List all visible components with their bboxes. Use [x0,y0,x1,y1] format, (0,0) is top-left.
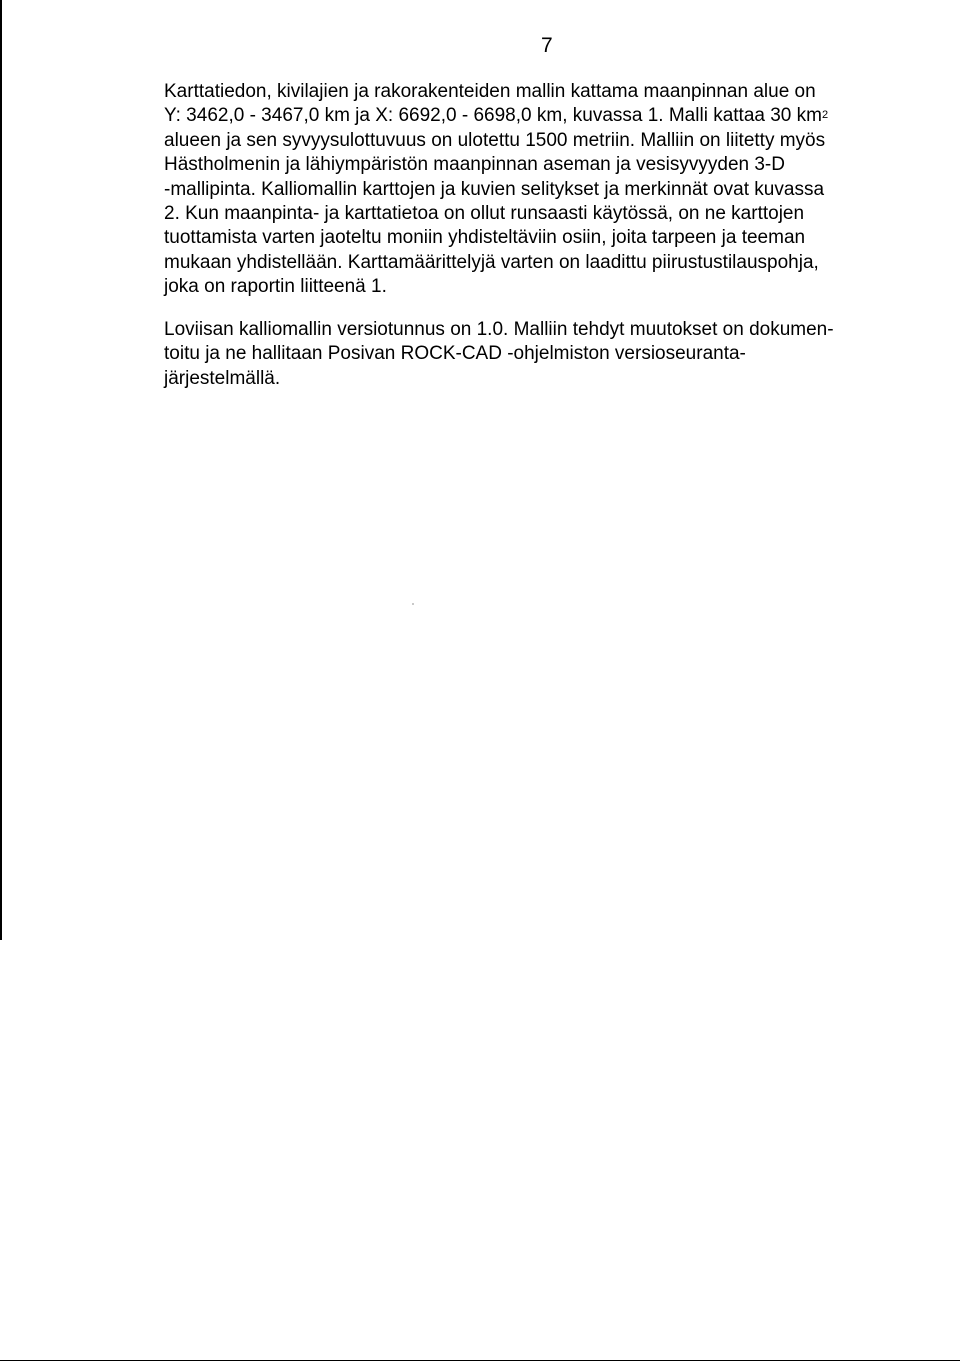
paragraph-line: tuottamista varten jaoteltu moniin yhdisteltäviin osiin, joita tarpeen ja teeman [164,227,806,249]
paragraph-line: Hästholmenin ja lähiympäristön maanpinnan aseman ja vesisyvyyden 3-D [164,154,785,176]
paragraph-line: joka on raportin liitteenä 1. [164,276,387,298]
scan-bottom-edge [0,1360,960,1361]
paragraph-line: Loviisan kalliomallin versiotunnus on 1.0. Malliin tehdyt muutokset on dokumen- [164,319,834,340]
paragraph-line: 2. Kun maanpinta- ja karttatietoa on ollut runsaasti käytössä, on ne karttojen [164,202,805,224]
paragraph-version [164,318,834,391]
paragraph-line [164,104,828,128]
scan-speck [412,603,414,605]
page-number: 7 [541,34,553,57]
paragraph-line: alueen ja sen syvyysulottuvuus on ulotettu 1500 metriin. Malliin on liitetty myös [164,129,826,151]
paragraph-line: Karttatiedon, kivilajien ja rakorakenteiden mallin kattama maanpinnan alue on [164,81,816,102]
scan-left-edge [0,0,2,940]
paragraph-line: mukaan yhdistellään. Karttamäärittelyjä varten on laadittu piirustustilauspohja, [164,251,819,273]
paragraph-line: toitu ja ne hallitaan Posivan ROCK-CAD -ohjelmiston versioseuranta- [164,343,746,365]
line-text: Y: 3462,0 - 3467,0 km ja X: 6692,0 - 6698,0 km, kuvassa 1. Malli kattaa 30 km [164,105,822,127]
superscript-2: 2 [821,109,829,122]
paragraph-model-area [164,80,828,300]
paragraph-line: järjestelmällä. [164,367,281,389]
paragraph-line: -mallipinta. Kalliomallin karttojen ja kuvien selitykset ja merkinnät ovat kuvassa [164,178,825,200]
